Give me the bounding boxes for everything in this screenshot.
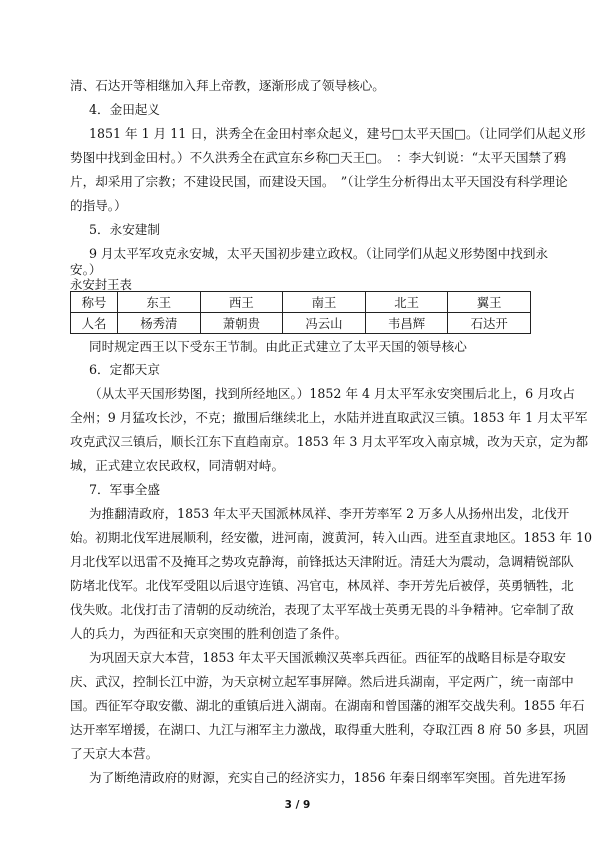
table-cell: 翼王 (448, 292, 531, 313)
paragraph-line: 月北伐军以迅雷不及掩耳之势攻克静海，前锋抵达天津附近。清廷大为震动，急调精锐部队 (70, 554, 574, 569)
paragraph-line: 防堵北伐军。北伐军受阻以后退守连镇、冯官屯，林凤祥、李开芳先后被俘，英勇牺牲，北 (70, 578, 574, 593)
paragraph-line: 全州；9 月猛攻长沙，不克；撤围后继续北上，水陆并进直取武汉三镇。1853 年 1 月太平军 (70, 410, 588, 425)
table-cell: 韦昌辉 (365, 313, 448, 334)
paragraph-line: 同时规定西王以下受东王节制。由此正式建立了太平天国的领导核心 (89, 339, 467, 354)
table-cell: 萧朝贵 (200, 313, 283, 334)
paragraph-line: 人的兵力，为西征和天京突围的胜利创造了条件。 (70, 626, 348, 641)
paragraph-line: 为推翻清政府，1853 年太平天国派林凤祥、李开芳率军 2 万多人从扬州出发，北伐开 (89, 506, 570, 521)
table-cell: 冯云山 (283, 313, 366, 334)
paragraph-line: 为巩固天京大本营，1853 年太平天国派赖汉英率兵西征。西征军的战略目标是夺取安 (89, 650, 566, 665)
table-cell: 南王 (283, 292, 366, 313)
paragraph-line: （从太平天国形势图，找到所经地区。）1852 年 4 月太平军永安突围后北上，6 月攻占 (89, 386, 575, 401)
section-heading-tianjing: 6．定都天京 (89, 362, 160, 377)
section-heading-yongan: 5．永安建制 (89, 222, 160, 237)
paragraph-line: 攻克武汉三镇后，顺长江东下直趋南京。1853 年 3 月太平军攻入南京城，改为天京，定为都 (70, 434, 589, 449)
paragraph-line: 1851 年 1 月 11 日，洪秀全在金田村率众起义，建号□太平天国□。（让同学们从起义形 (89, 126, 586, 141)
paragraph-line: 达开率军增援，在湖口、九江与湘军主力激战，取得重大胜利，夺取江西 8 府 50 多县，巩固 (70, 722, 589, 737)
paragraph-line: 为了断绝清政府的财源，充实自己的经济实力，1856 年秦日纲率军突围。首先进军扬 (89, 770, 566, 785)
table-header-row (71, 292, 531, 313)
paragraph-line: 9 月太平军攻克永安城，太平天国初步建立政权。（让同学们从起义形势图中找到永 (89, 246, 549, 261)
paragraph-line: 始。初期北伐军进展顺利，经安徽，进河南，渡黄河，转入山西。进至直隶地区。1853 年 10 (70, 530, 593, 545)
paragraph-line: 势图中找到金田村。）不久洪秀全在武宣东乡称□天王□。 ：李大钊说：“太平天国禁了鸦 (70, 150, 567, 165)
paragraph-line: 伐失败。北伐打击了清朝的反动统治，表现了太平军战士英勇无畏的斗争精神。它牵制了敌 (70, 602, 574, 617)
paragraph-line: 庆、武汉，控制长江中游，为天京树立起军事屏障。然后进兵湖南，平定两广，统一南部中 (70, 674, 574, 689)
paragraph-line: 了天京大本营。 (70, 746, 159, 761)
table-cell: 石达开 (448, 313, 531, 334)
table-caption: 永安封王表 (70, 277, 132, 292)
paragraph-line: 清、石达开等相继加入拜上帝教，逐渐形成了领导核心。 (70, 78, 385, 93)
paragraph-line: 的指导。） (70, 198, 127, 213)
section-heading-military: 7．军事全盛 (89, 482, 160, 497)
table-cell: 人名 (71, 313, 118, 334)
paragraph-line: 片，却采用了宗教；不建设民国，而建设天国。 ”（让学生分析得出太平天国没有科学理论 (70, 174, 568, 189)
yongan-kings-table (70, 291, 531, 334)
section-heading-jintian: 4．金田起义 (89, 102, 160, 117)
paragraph-line: 安。） (70, 262, 102, 277)
paragraph-line: 国。西征军夺取安徽、湖北的重镇后进入湖南。在湖南和曾国藩的湘军交战失利。1855 年石 (70, 698, 585, 713)
page-number: 3 / 9 (284, 799, 311, 811)
table-cell: 杨秀清 (118, 313, 201, 334)
table-row (71, 313, 531, 334)
table-cell: 称号 (71, 292, 118, 313)
paragraph-line: 城，正式建立农民政权，同清朝对峙。 (70, 458, 285, 473)
table-cell: 西王 (200, 292, 283, 313)
table-cell: 北王 (365, 292, 448, 313)
table-cell: 东王 (118, 292, 201, 313)
